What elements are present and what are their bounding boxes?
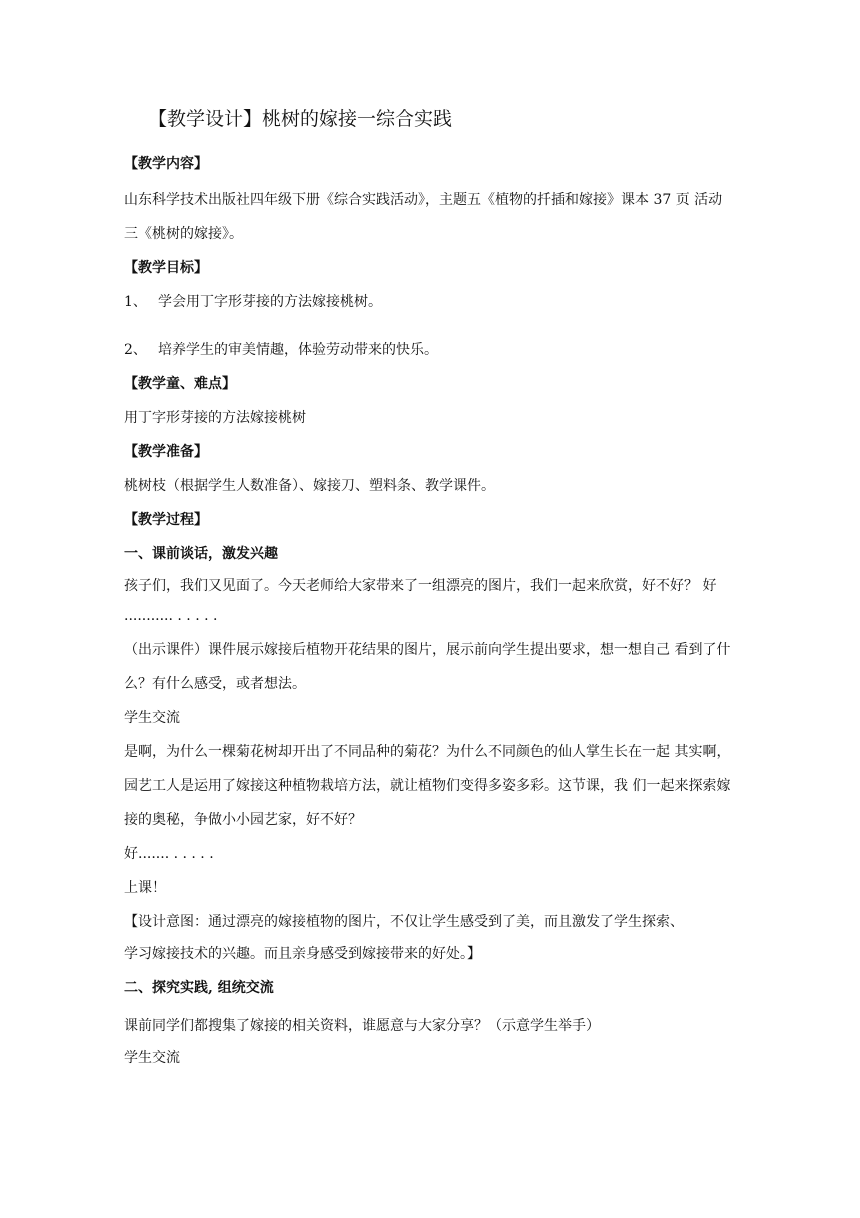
paragraph-line: 山东科学技术出版社四年级下册《综合实践活动》，主题五《植物的扦插和嫁接》课本 37 页 活动 <box>124 192 723 208</box>
heading-preparation: 【教学准备】 <box>124 444 208 460</box>
section-heading-2: 二、探究实践, 组统交流 <box>124 980 274 996</box>
paragraph-line: 么？有什么感受，或者想法。 <box>124 676 306 692</box>
document-title: 【教学设计】桃树的嫁接一综合实践 <box>148 108 453 130</box>
paragraph-line: 孩子们，我们又见面了。今天老师给大家带来了一组漂亮的图片，我们一起来欣赏，好不好？ 好 <box>124 578 717 594</box>
heading-process: 【教学过程】 <box>124 512 208 528</box>
paragraph-line: 好....... . . . . . <box>124 846 214 862</box>
list-number: 1、 <box>124 294 147 310</box>
paragraph-line: 园艺工人是运用了嫁接这种植物栽培方法，就让植物们变得多姿多彩。这节课，我 们一起来探索嫁 <box>124 778 731 794</box>
heading-goals: 【教学目标】 <box>124 260 208 276</box>
goal-item-2 <box>124 340 438 360</box>
paragraph-line: 学生交流 <box>124 1050 180 1066</box>
paragraph-line: 上课！ <box>124 880 166 896</box>
paragraph-line: 桃树枝（根据学生人数准备）、嫁接刀、塑料条、教学课件。 <box>124 478 495 494</box>
paragraph-line: ........... . . . . . <box>124 608 218 624</box>
heading-content: 【教学内容】 <box>124 156 208 172</box>
design-intent-line: 【设计意图：通过漂亮的嫁接植物的图片，不仅让学生感受到了美，而且激发了学生探索、 <box>124 914 684 930</box>
goal-text: 培养学生的审美情趣，体验劳动带来的快乐。 <box>158 342 438 358</box>
paragraph-line: 课前同学们都搜集了嫁接的相关资料，谁愿意与大家分享？（示意学生举手） <box>124 1018 600 1034</box>
design-intent-line: 学习嫁接技术的兴趣。而且亲身感受到嫁接带来的好处。】 <box>124 946 481 962</box>
goal-item-1 <box>124 292 382 312</box>
goal-text: 学会用丁字形芽接的方法嫁接桃树。 <box>158 294 382 310</box>
heading-key-points: 【教学童、难点】 <box>124 376 236 392</box>
paragraph-line: 用丁字形芽接的方法嫁接桃树 <box>124 410 306 426</box>
list-number: 2、 <box>124 342 147 358</box>
paragraph-line: 学生交流 <box>124 710 180 726</box>
paragraph-line: （出示课件）课件展示嫁接后植物开花结果的图片，展示前向学生提出要求，想一想自己 看到了什 <box>124 642 731 658</box>
paragraph-line: 接的奥秘，争做小小园艺家，好不好？ <box>124 812 362 828</box>
section-heading-1: 一、课前谈话，激发兴趣 <box>124 546 278 562</box>
paragraph-line: 三《桃树的嫁接》。 <box>124 226 243 242</box>
paragraph-line: 是啊，为什么一棵菊花树却开出了不同品种的菊花？为什么不同颜色的仙人掌生长在一起 其实啊， <box>124 744 731 760</box>
